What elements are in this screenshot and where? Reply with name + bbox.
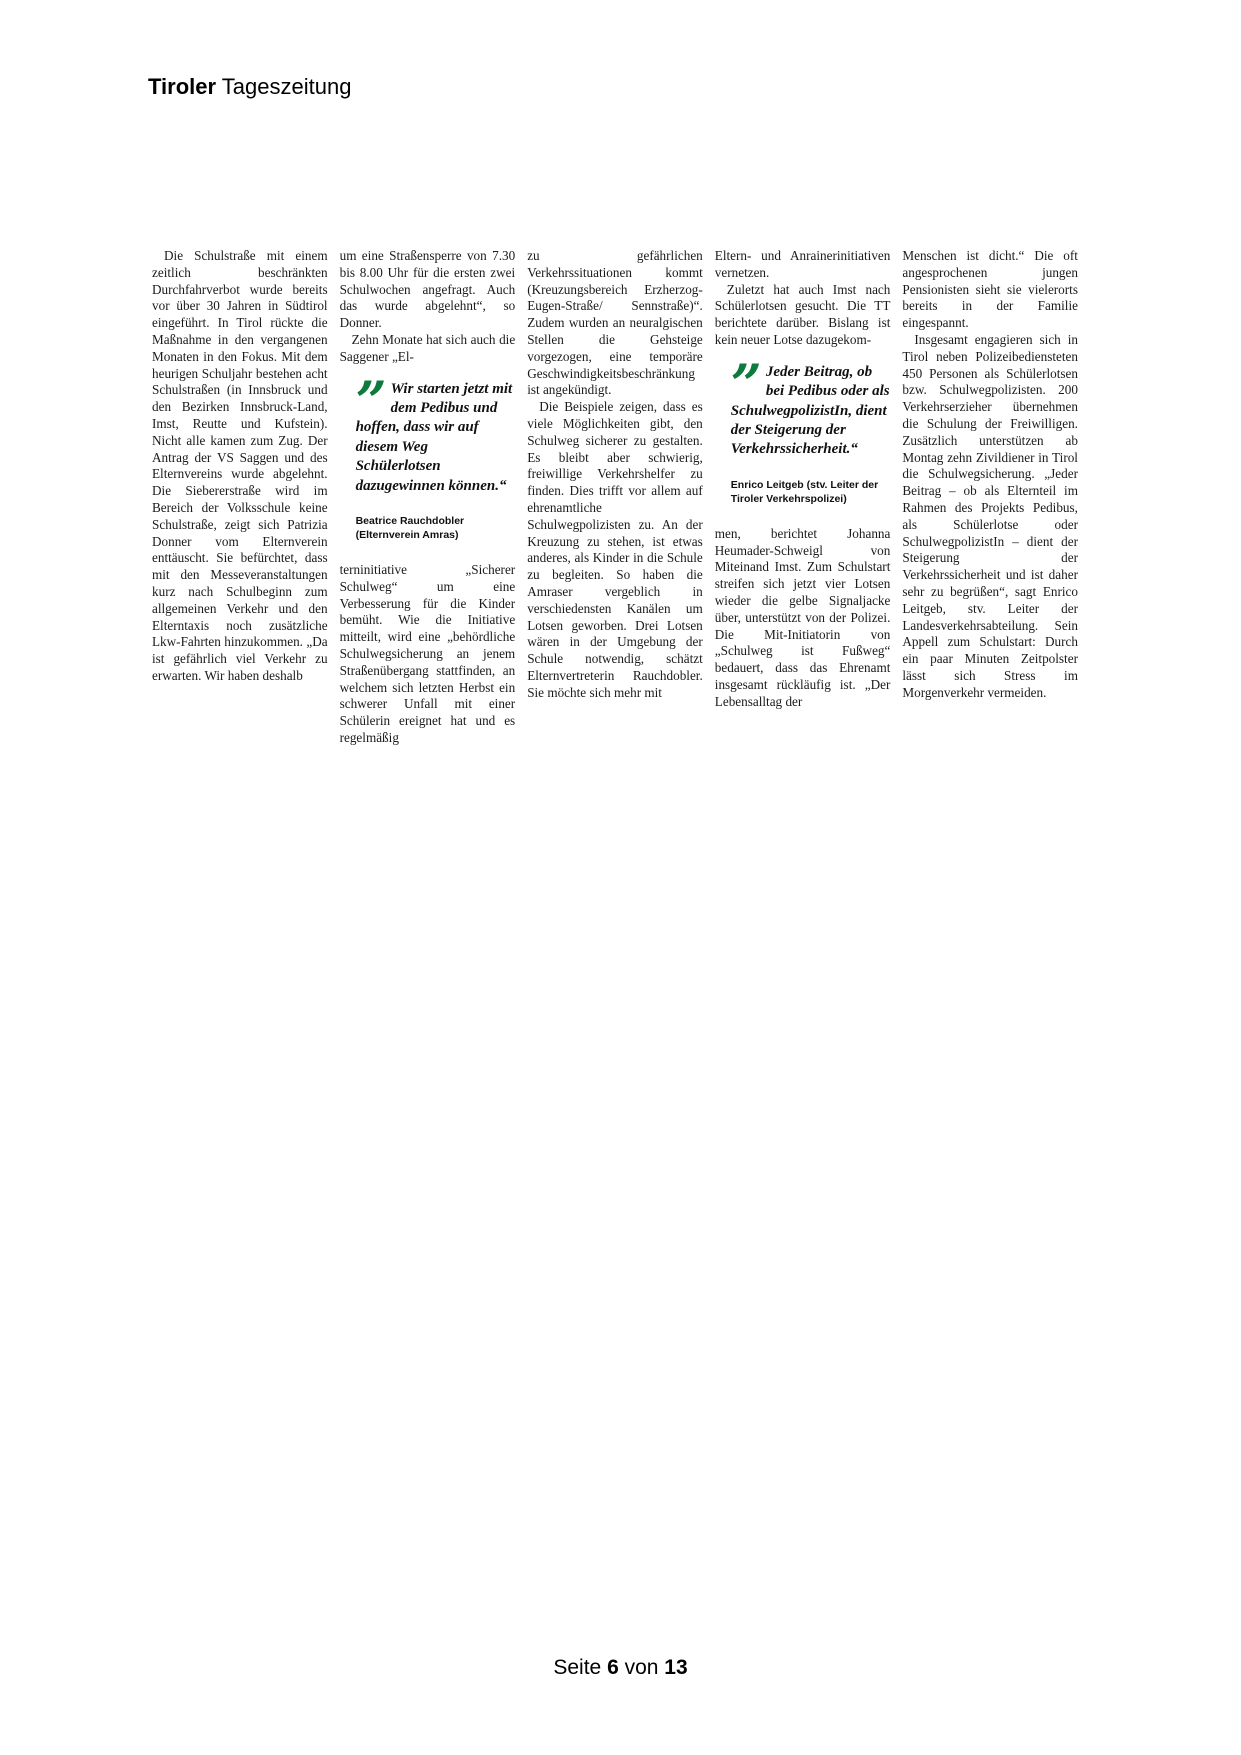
article-column-5 <box>902 248 1078 770</box>
masthead-brand-regular: Tageszeitung <box>221 74 352 99</box>
pull-quote-author: Enrico Leitgeb (stv. Leiter der Tiroler Verkehrspolizei) <box>730 478 879 505</box>
article-column-4 <box>715 248 891 770</box>
footer-current-page: 6 <box>607 1656 619 1679</box>
pull-quote-2 <box>715 351 891 506</box>
paragraph: zu gefährlichen Verkehrssituationen kommt (Kreuzungsbereich Erzherzog-Eugen-Straße/ Sennstraße)“. Zudem wurden an neuralgischen Stellen die Gehsteige vorgezogen, eine temporäre Geschwindigkeitsbeschränkung ist angekündigt. <box>527 248 703 398</box>
paragraph: men, berichtet Johanna Heumader-Schweigl von Miteinand Imst. Zum Schulstart streifen sich jetzt vier Lotsen wieder die gelbe Signaljacke über, unterstützt von der Polizei. Die Mit-Initiatorin von „Schulweg ist Fußweg“ bedauert, dass das Ehrenamt insgesamt rückläufig ist. „Der Lebensalltag der <box>714 525 891 709</box>
paragraph: Die Beispiele zeigen, dass es viele Möglichkeiten gibt, den Schulweg sicherer zu gestalten. Es bleibt aber schwierig, freiwillige Verkehrshelfer zu finden. Dies trifft vor allem auf ehrenamtliche Schulwegpolizisten zu. An der Kreuzung zu stehen, ist etwas anderes, als Kinder in die Schule zu begleiten. So haben die Amraser vergeblich in verschiedensten Kanälen um Lotsen geworben. Drei Lotsen wären in der Umgebung der Schule notwendig, schätzt Elternvertreterin Rauchdobler. Sie möchte sich mehr mit <box>527 399 703 700</box>
page-number-footer <box>0 1656 1241 1680</box>
quote-mark-icon: ” <box>355 368 387 433</box>
paragraph: Insgesamt engagieren sich in Tirol neben Polizeibediensteten 450 Personen als Schülerlotsen bzw. Schulwegpolizisten. 200 Verkehrserzieher übernehmen die Schulung der Freiwilligen. Zusätzlich unterstützen ab Montag zehn Zivildiener in Tirol die Schulwegsicherung. „Jeder Beitrag – ob als Elternteil im Rahmen des Projekts Pedibus, als Schülerlotse oder SchulwegpolizistIn – dient der Steigerung der Verkehrssicherheit und ist daher sehr zu begrüßen“, sagt Enrico Leitgeb, stv. Leiter der Landesverkehrsabteilung. Sein Appell zum Schulstart: Durch ein paar Minuten Zeitpolster lässt sich Stress im Morgenverkehr vermeiden. <box>902 331 1078 700</box>
article-column-1 <box>152 248 328 770</box>
article-body <box>152 248 1078 770</box>
pull-quote-text: ” Wir starten jetzt mit dem Pedibus und hoffen, dass wir auf diesem Weg Schülerlotsen dazugewinnen können.“ <box>355 368 513 494</box>
paragraph: Zuletzt hat auch Imst nach Schülerlotsen gesucht. Die TT berichtete darüber. Bislang ist kein neuer Lotse dazugekom- <box>714 281 891 347</box>
masthead-brand-bold: Tiroler <box>148 74 217 99</box>
footer-separator: von <box>624 1656 659 1679</box>
footer-prefix: Seite <box>553 1656 602 1679</box>
pull-quote-author: Beatrice Rauchdobler (Elternverein Amras) <box>355 515 465 542</box>
quote-mark-icon: ” <box>730 351 762 416</box>
paragraph: Die Schulstraße mit einem zeitlich beschränkten Durchfahrverbot wurde bereits vor über 30 Jahren in Südtirol eingeführt. In Tirol rückte die Maßnahme in den vergangenen Monaten in den Fokus. Mit dem heurigen Schuljahr bestehen acht Schulstraßen (in Innsbruck und den Bezirken Innsbruck-Land, Imst, Reutte und Kufstein). Nicht alle kamen zum Zug. Der Antrag der VS Saggen und des Elternvereins wurde abgelehnt. Die Siebererstraße wird im Bereich der Volksschule keine Schulstraße, zeigt sich Patrizia Donner vom Elternverein enttäuscht. Sie befürchtet, dass mit den Messeveranstaltungen kurz nach Schulbeginn zum allgemeinen Verkehr und den Elterntaxis noch zusätzliche Lkw-Fahrten hinzukommen. „Da ist gefährlich viel Verkehr zu erwarten. Wir haben deshalb <box>152 248 328 683</box>
paragraph: um eine Straßensperre von 7.30 bis 8.00 Uhr für die ersten zwei Schulwochen angefragt. Auch das wurde abgelehnt“, so Donner. <box>339 248 516 331</box>
article-column-2 <box>340 248 516 770</box>
pull-quote-text: ” Jeder Beitrag, ob bei Pedibus oder als SchulwegpolizistIn, dient der Steigerung der Verkehrssicherheit.“ <box>730 351 890 458</box>
paragraph: Eltern- und Anrainerinitiativen vernetzen. <box>714 248 891 280</box>
pull-quote-1 <box>340 368 516 542</box>
paragraph: terninitiative „Sicherer Schulweg“ um eine Verbesserung für die Kinder bemüht. Wie die Initiative mitteilt, wird eine „behördliche Schulwegsicherung an jenem Straßenübergang stattfinden, an welchem sich letzten Herbst ein schwerer Unfall mit einer Schülerin ereignet hat und es regelmäßig <box>339 562 516 745</box>
masthead-logo <box>148 74 351 100</box>
paragraph: Menschen ist dicht.“ Die oft angesprochenen jungen Pensionisten sieht sie vielerorts bereits in der Familie eingespannt. <box>902 248 1078 331</box>
paragraph: Zehn Monate hat sich auch die Saggener „El- <box>339 331 516 364</box>
article-column-3 <box>527 248 703 770</box>
footer-total-pages: 13 <box>664 1656 688 1679</box>
